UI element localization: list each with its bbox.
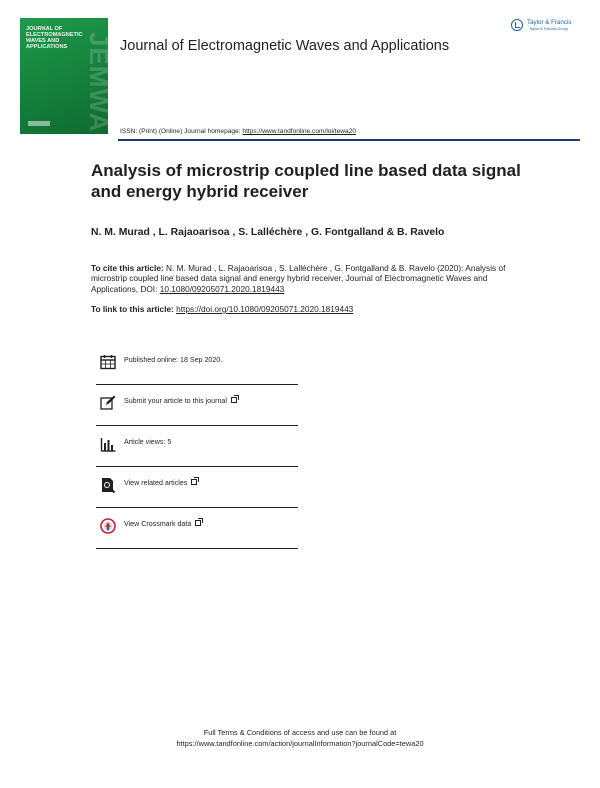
related-articles-link[interactable]	[124, 479, 197, 487]
list-item-views	[96, 426, 298, 467]
cover-publisher-mark	[28, 121, 50, 126]
search-document-icon	[100, 477, 116, 493]
link-label: To link to this article:	[91, 304, 177, 314]
list-item-crossmark[interactable]	[96, 508, 298, 549]
edit-icon	[100, 395, 116, 411]
article-authors: N. M. Murad , L. Rajaoarisoa , S. Lalléchère , G. Fontgalland & B. Ravelo	[91, 227, 445, 238]
publisher-group: Taylor & Francis Group	[529, 27, 568, 31]
footer-terms: Full Terms & Conditions of access and use can be found at	[203, 728, 397, 737]
cite-label: To cite this article:	[91, 263, 164, 273]
header-divider	[118, 139, 580, 141]
citation	[91, 263, 521, 294]
journal-name: Journal of Electromagnetic Waves and Applications	[120, 38, 450, 54]
external-link-icon	[191, 479, 197, 485]
article-doi-link[interactable]: https://doi.org/10.1080/09205071.2020.1819443	[176, 304, 354, 314]
external-link-icon	[195, 520, 201, 526]
article-link-line	[91, 304, 353, 314]
crossmark-label: View Crossmark data	[124, 520, 192, 528]
publisher-logo	[511, 19, 583, 35]
submit-article-label: Submit your article to this journal	[124, 397, 227, 405]
article-title: Analysis of microstrip coupled line based data signal and energy hybrid receiver	[91, 161, 521, 201]
list-item-related[interactable]	[96, 467, 298, 508]
external-link-icon	[231, 397, 237, 403]
cite-doi-link[interactable]: 10.1080/09205071.2020.1819443	[159, 283, 285, 294]
article-views: Article views: 5	[124, 438, 172, 446]
publisher-logo-icon	[511, 19, 523, 31]
calendar-icon	[100, 354, 116, 370]
submit-article-link[interactable]	[124, 397, 237, 405]
footer-terms-link[interactable]: https://www.tandfonline.com/action/journalInformation?journalCode=tewa20	[176, 739, 424, 748]
bar-chart-icon	[100, 436, 116, 452]
published-date: Published online: 18 Sep 2020.	[124, 356, 223, 364]
issn-prefix: ISSN: (Print) (Online) Journal homepage:	[120, 128, 243, 135]
cite-text: N. M. Murad , L. Rajaoarisoa , S. Lalléchère , G. Fontgalland & B. Ravelo (2020): Analysis of microstrip coupled line based data signal and energy hybrid receiver, Journal of Electromagnetic Waves and Applications, DOI:	[91, 263, 506, 294]
list-item-submit[interactable]	[96, 385, 298, 426]
crossmark-icon	[100, 518, 116, 534]
issn-line	[120, 128, 356, 135]
journal-homepage-link[interactable]: https://www.tandfonline.com/loi/tewa20	[242, 128, 357, 135]
cover-watermark: JEMWA	[84, 32, 114, 133]
related-articles-label: View related articles	[124, 479, 188, 487]
crossmark-link[interactable]	[124, 520, 201, 528]
divider	[96, 548, 298, 550]
article-info-list	[96, 344, 298, 549]
publisher-name: Taylor & Francis	[527, 19, 572, 26]
list-item-published	[96, 344, 298, 385]
cover-title: JOURNAL OF ELECTROMAGNETIC WAVES AND APPLICATIONS	[26, 26, 83, 50]
journal-cover-image	[20, 18, 114, 134]
